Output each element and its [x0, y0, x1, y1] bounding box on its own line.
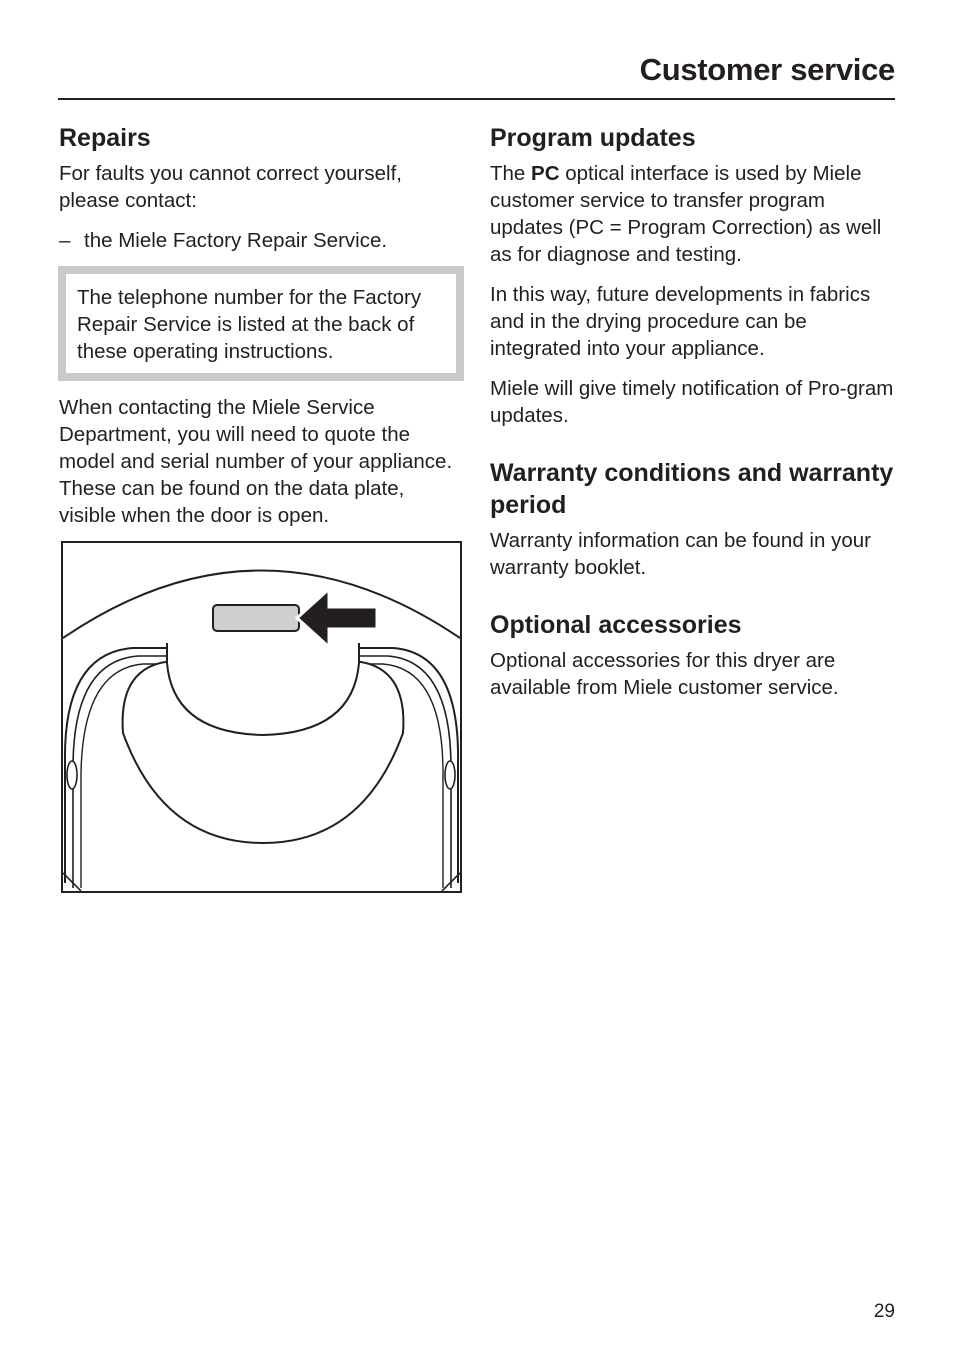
- repairs-intro: For faults you cannot correct yourself, please contact:: [59, 162, 402, 212]
- arrow-left-icon: [297, 589, 377, 647]
- data-plate: [213, 605, 299, 631]
- paragraph-prefix: The: [490, 162, 532, 185]
- note-box: [58, 266, 464, 381]
- repairs-heading: Repairs: [59, 124, 151, 152]
- note-text: The telephone number for the Factory Repair Service is listed at the back of these operating instructions.: [77, 286, 422, 363]
- program-updates-heading: Program updates: [490, 124, 696, 152]
- accessories-section: [490, 609, 900, 701]
- contact-paragraph-1: When contacting the Miele Service Department, you will need to quote the model and serial number of your appliance.: [59, 396, 453, 473]
- program-updates-paragraph-1: [490, 160, 900, 268]
- program-updates-paragraph-3: Miele will give timely notification of Pro-gram updates.: [490, 377, 894, 427]
- paragraph-rest: optical interface is used by Miele customer service to transfer program updates (PC = Program Correction) as well as for diagnose and testing.: [490, 162, 882, 266]
- program-updates-paragraph-2: In this way, future developments in fabrics and in the drying procedure can be integrated into your appliance.: [490, 283, 871, 360]
- accessories-heading: Optional accessories: [490, 611, 742, 639]
- right-column: [490, 122, 900, 701]
- dash-bullet: –: [59, 229, 71, 252]
- dryer-door-drawing: [63, 543, 460, 891]
- repairs-list-item: [59, 227, 464, 254]
- page-title: Customer service: [639, 52, 895, 87]
- warranty-section: [490, 457, 900, 581]
- warranty-heading: Warranty conditions and warranty period: [490, 459, 894, 519]
- contact-paragraph-2: These can be found on the data plate, visible when the door is open.: [59, 477, 405, 527]
- repairs-list-item-text: the Miele Factory Repair Service.: [84, 229, 388, 252]
- left-column: [59, 122, 464, 893]
- warranty-text: Warranty information can be found in your warranty booklet.: [490, 529, 871, 579]
- page-number: 29: [873, 1301, 895, 1322]
- header-divider: [58, 98, 895, 100]
- pc-term: PC: [531, 162, 560, 185]
- accessories-text: Optional accessories for this dryer are available from Miele customer service.: [490, 649, 839, 699]
- data-plate-illustration: [61, 541, 462, 893]
